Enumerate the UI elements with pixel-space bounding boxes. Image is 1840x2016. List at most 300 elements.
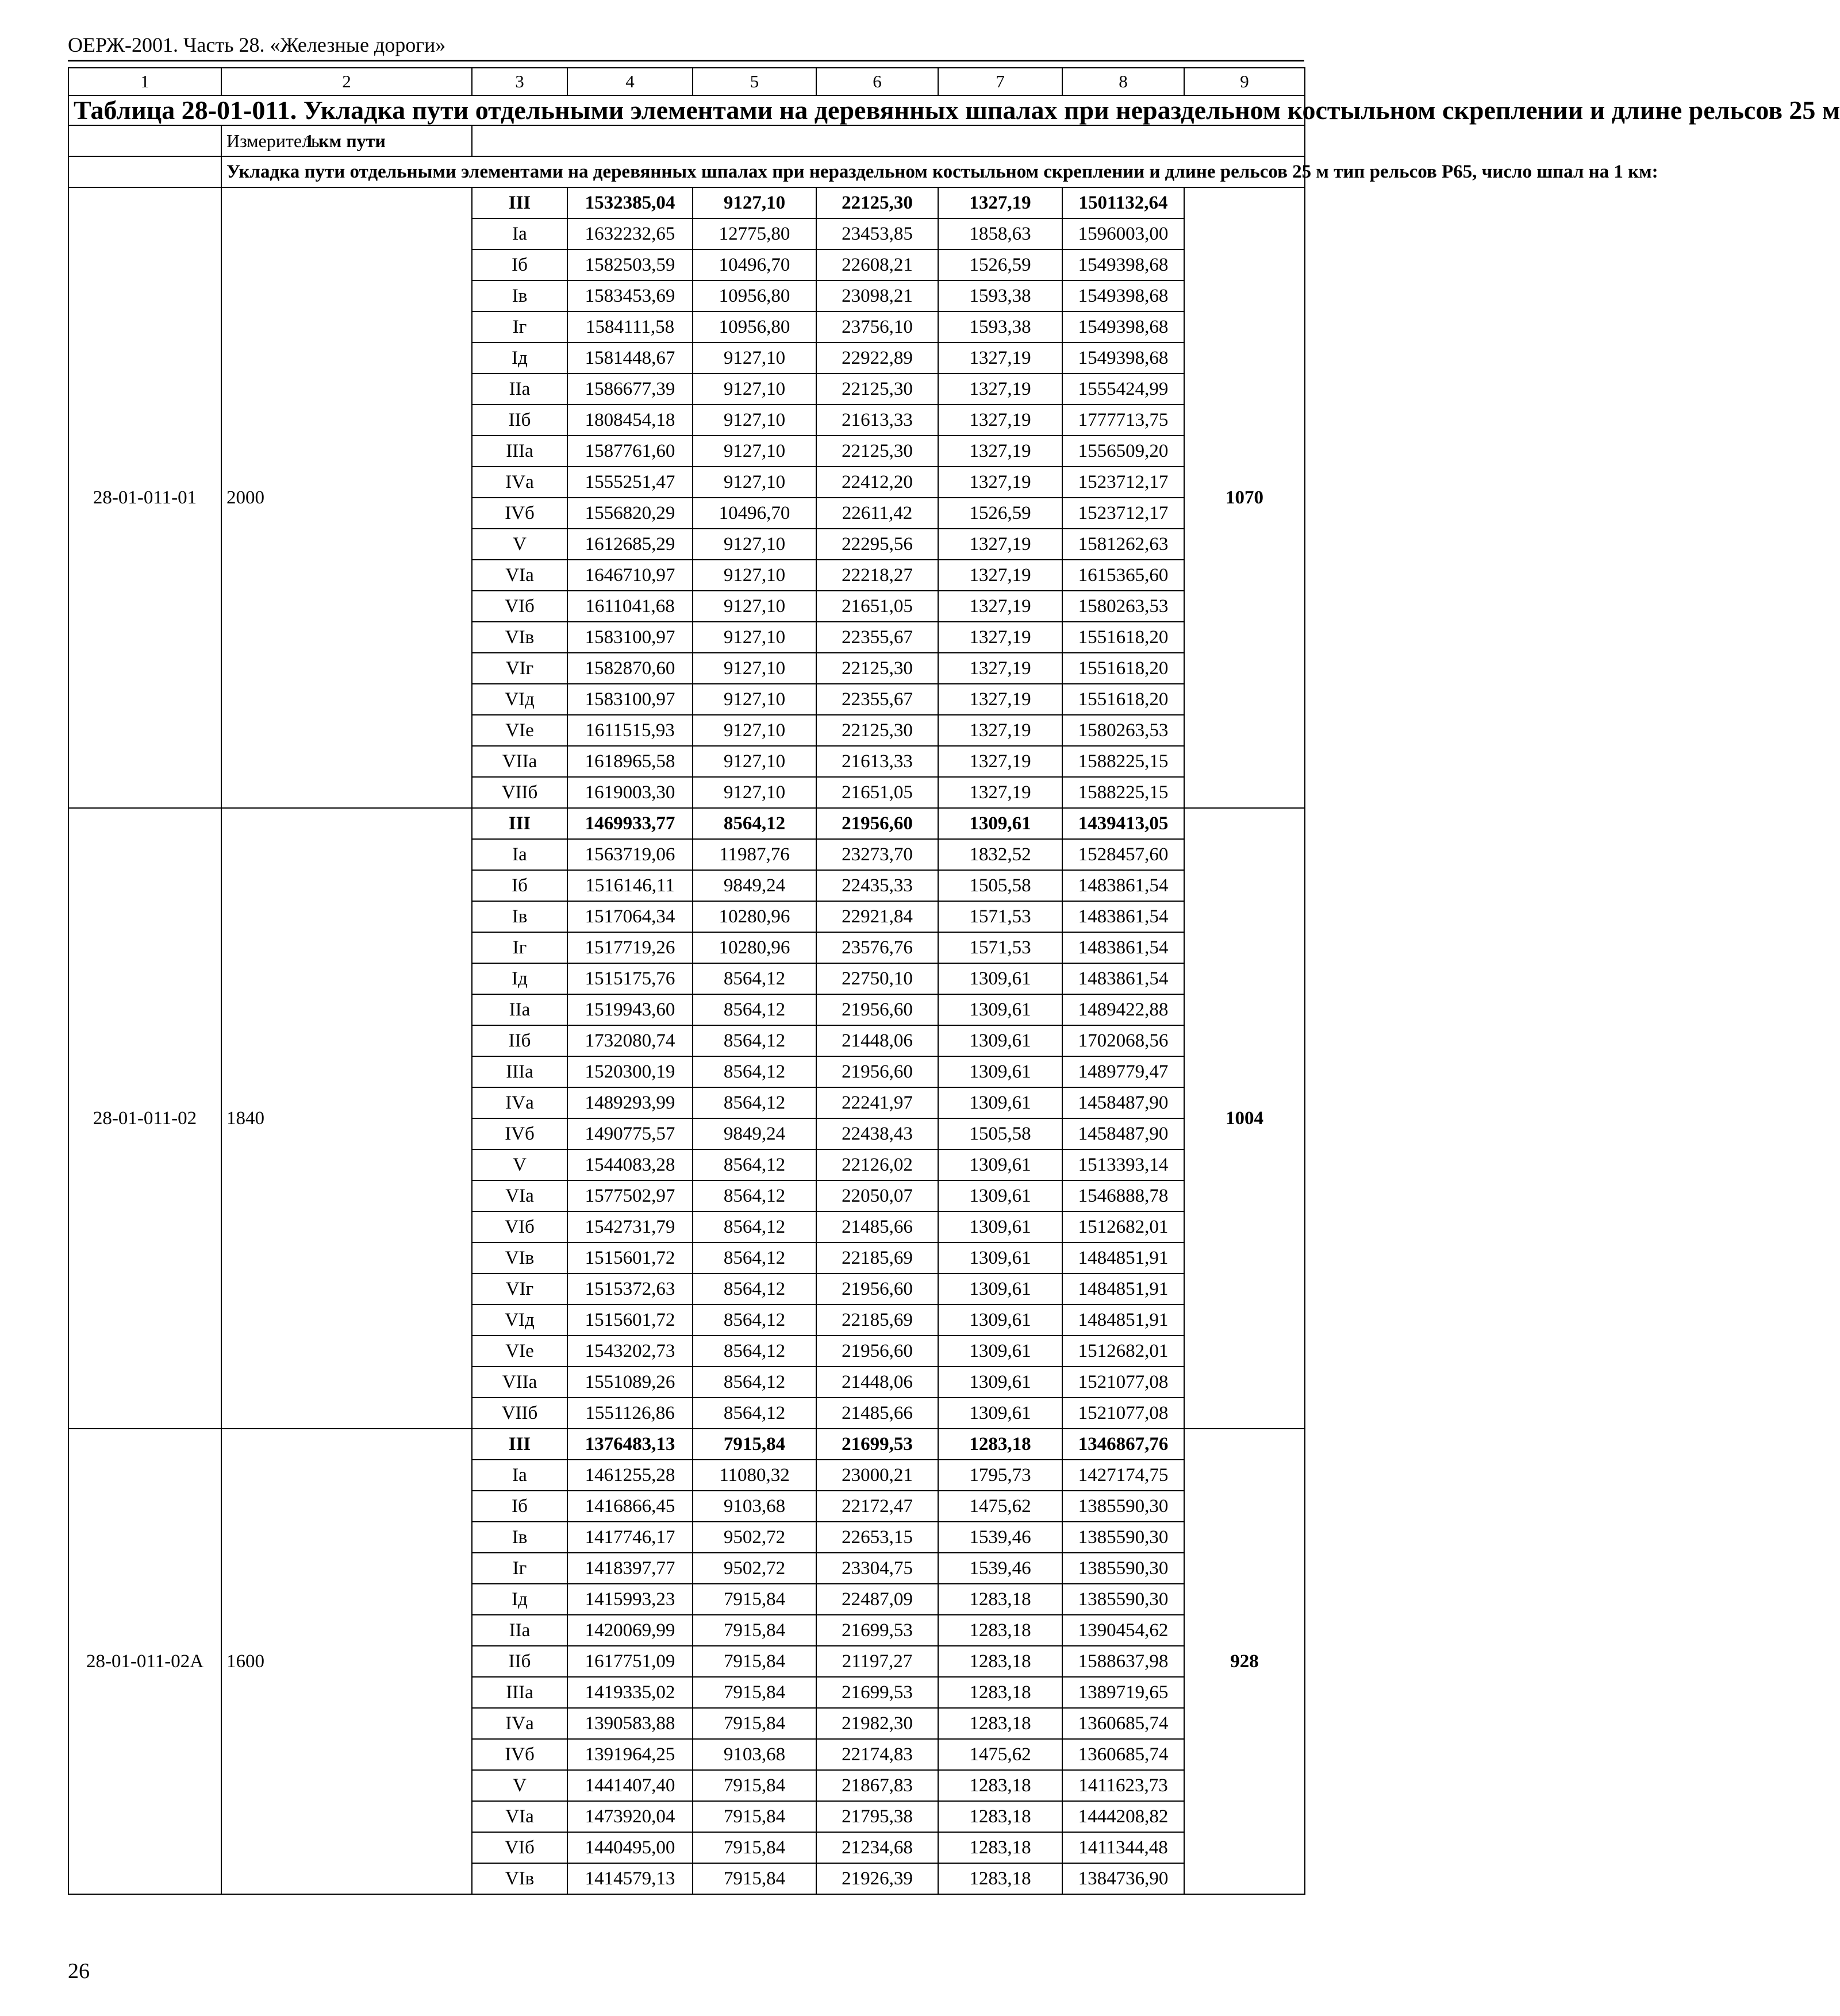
cost-cell: 1501132,64 — [1062, 187, 1184, 218]
cost-cell: 1571,53 — [938, 932, 1062, 963]
cost-cell: 1458487,90 — [1062, 1118, 1184, 1149]
column-number: 8 — [1062, 68, 1184, 95]
cost-cell: 22608,21 — [816, 249, 938, 280]
meter-label: Измеритель: — [221, 125, 472, 156]
cost-cell: 1582503,59 — [567, 249, 693, 280]
territory-class-cell: Iв — [472, 280, 567, 311]
cost-cell: 1619003,30 — [567, 777, 693, 808]
cost-cell: 1309,61 — [938, 1242, 1062, 1274]
cost-cell: 9127,10 — [693, 467, 816, 498]
cost-cell: 1596003,00 — [1062, 218, 1184, 249]
cost-cell: 10496,70 — [693, 249, 816, 280]
cost-cell: 1327,19 — [938, 777, 1062, 808]
cost-cell: 1490775,57 — [567, 1118, 693, 1149]
cost-cell: 9127,10 — [693, 746, 816, 777]
column-number-row — [68, 68, 1305, 95]
cost-cell: 1549398,68 — [1062, 343, 1184, 374]
cost-cell: 9127,10 — [693, 622, 816, 653]
cost-cell: 12775,80 — [693, 218, 816, 249]
cost-cell: 22921,84 — [816, 901, 938, 932]
column-number: 1 — [68, 68, 221, 95]
cost-cell: 1556509,20 — [1062, 436, 1184, 467]
cost-cell: 1327,19 — [938, 467, 1062, 498]
cost-cell: 1583453,69 — [567, 280, 693, 311]
cost-cell: 21956,60 — [816, 1056, 938, 1087]
cost-cell: 21982,30 — [816, 1708, 938, 1739]
cost-cell: 22295,56 — [816, 529, 938, 560]
cost-cell: 1327,19 — [938, 591, 1062, 622]
cost-cell: 1832,52 — [938, 839, 1062, 870]
cost-cell: 1580263,53 — [1062, 591, 1184, 622]
territory-class-cell: VIб — [472, 591, 567, 622]
cost-cell: 1309,61 — [938, 1056, 1062, 1087]
cost-cell: 8564,12 — [693, 1211, 816, 1242]
territory-class-cell: Iб — [472, 870, 567, 901]
cost-cell: 9127,10 — [693, 591, 816, 622]
cost-cell: 10956,80 — [693, 311, 816, 343]
cost-cell: 8564,12 — [693, 1180, 816, 1211]
cost-cell: 1283,18 — [938, 1770, 1062, 1801]
cost-cell: 7915,84 — [693, 1646, 816, 1677]
territory-class-cell: IIа — [472, 994, 567, 1025]
cost-cell: 1473920,04 — [567, 1801, 693, 1832]
cost-cell: 1513393,14 — [1062, 1149, 1184, 1180]
cost-cell: 1360685,74 — [1062, 1739, 1184, 1770]
cost-cell: 1489779,47 — [1062, 1056, 1184, 1087]
cost-cell: 1309,61 — [938, 1211, 1062, 1242]
cost-cell: 1515601,72 — [567, 1305, 693, 1336]
cost-cell: 22438,43 — [816, 1118, 938, 1149]
cost-cell: 1795,73 — [938, 1460, 1062, 1491]
cost-cell: 23000,21 — [816, 1460, 938, 1491]
cost-cell: 21699,53 — [816, 1677, 938, 1708]
cost-cell: 9127,10 — [693, 560, 816, 591]
cost-cell: 1327,19 — [938, 622, 1062, 653]
cost-cell: 1551618,20 — [1062, 653, 1184, 684]
column-number: 9 — [1184, 68, 1305, 95]
cost-cell: 10956,80 — [693, 280, 816, 311]
cost-cell: 23098,21 — [816, 280, 938, 311]
table-row — [68, 808, 1305, 839]
territory-class-cell: VIб — [472, 1832, 567, 1863]
territory-class-cell: VIа — [472, 560, 567, 591]
subheader-blank-cell — [68, 156, 221, 187]
cost-cell: 1489293,99 — [567, 1087, 693, 1118]
cost-cell: 1483861,54 — [1062, 870, 1184, 901]
cost-cell: 9127,10 — [693, 777, 816, 808]
cost-cell: 7915,84 — [693, 1832, 816, 1863]
cost-cell: 22218,27 — [816, 560, 938, 591]
cost-cell: 7915,84 — [693, 1801, 816, 1832]
rate-parameter: 2000 — [221, 187, 472, 808]
cost-cell: 1571,53 — [938, 901, 1062, 932]
cost-cell: 10496,70 — [693, 498, 816, 529]
cost-cell: 1581448,67 — [567, 343, 693, 374]
cost-cell: 1309,61 — [938, 1398, 1062, 1429]
cost-cell: 21485,66 — [816, 1398, 938, 1429]
cost-cell: 1419335,02 — [567, 1677, 693, 1708]
cost-cell: 1458487,90 — [1062, 1087, 1184, 1118]
territory-class-cell: VIIб — [472, 777, 567, 808]
territory-class-cell: IVб — [472, 1118, 567, 1149]
cost-cell: 23576,76 — [816, 932, 938, 963]
cost-cell: 1521077,08 — [1062, 1367, 1184, 1398]
cost-cell: 1532385,04 — [567, 187, 693, 218]
cost-cell: 1411623,73 — [1062, 1770, 1184, 1801]
territory-class-cell: Iв — [472, 1522, 567, 1553]
cost-cell: 1808454,18 — [567, 405, 693, 436]
territory-class-cell: Iа — [472, 218, 567, 249]
cost-cell: 7915,84 — [693, 1584, 816, 1615]
running-head: ОЕРЖ-2001. Часть 28. «Железные дороги» — [68, 33, 446, 56]
cost-cell: 1528457,60 — [1062, 839, 1184, 870]
cost-cell: 1521077,08 — [1062, 1398, 1184, 1429]
sleepers-count: 1070 — [1184, 187, 1305, 808]
column-number: 2 — [221, 68, 472, 95]
territory-class-cell: IIб — [472, 405, 567, 436]
cost-cell: 1327,19 — [938, 343, 1062, 374]
cost-cell: 22611,42 — [816, 498, 938, 529]
territory-class-cell: IIIа — [472, 1056, 567, 1087]
territory-class-cell: IIб — [472, 1646, 567, 1677]
cost-cell: 1539,46 — [938, 1553, 1062, 1584]
territory-class-cell: IIа — [472, 1615, 567, 1646]
cost-cell: 1385590,30 — [1062, 1584, 1184, 1615]
cost-cell: 8564,12 — [693, 1398, 816, 1429]
cost-cell: 1475,62 — [938, 1491, 1062, 1522]
page-number: 26 — [68, 1959, 90, 1983]
cost-cell: 1439413,05 — [1062, 808, 1184, 839]
cost-cell: 22412,20 — [816, 467, 938, 498]
territory-class-cell: VIе — [472, 1336, 567, 1367]
territory-class-cell: Iб — [472, 249, 567, 280]
cost-cell: 1489422,88 — [1062, 994, 1184, 1025]
cost-cell: 8564,12 — [693, 1242, 816, 1274]
column-number: 6 — [816, 68, 938, 95]
cost-cell: 1584111,58 — [567, 311, 693, 343]
cost-cell: 21795,38 — [816, 1801, 938, 1832]
cost-cell: 22125,30 — [816, 187, 938, 218]
cost-cell: 1515175,76 — [567, 963, 693, 994]
cost-cell: 21613,33 — [816, 405, 938, 436]
cost-cell: 1551089,26 — [567, 1367, 693, 1398]
cost-cell: 21448,06 — [816, 1367, 938, 1398]
territory-class-cell: Iа — [472, 1460, 567, 1491]
cost-cell: 1309,61 — [938, 1367, 1062, 1398]
cost-cell: 1515601,72 — [567, 1242, 693, 1274]
territory-class-cell: VIв — [472, 1242, 567, 1274]
cost-cell: 22125,30 — [816, 436, 938, 467]
cost-cell: 1520300,19 — [567, 1056, 693, 1087]
cost-cell: 22172,47 — [816, 1491, 938, 1522]
cost-cell: 9127,10 — [693, 436, 816, 467]
cost-cell: 21956,60 — [816, 994, 938, 1025]
cost-cell: 1415993,23 — [567, 1584, 693, 1615]
cost-cell: 21699,53 — [816, 1615, 938, 1646]
cost-cell: 1309,61 — [938, 1149, 1062, 1180]
cost-cell: 1283,18 — [938, 1646, 1062, 1677]
cost-cell: 1586677,39 — [567, 374, 693, 405]
cost-cell: 1376483,13 — [567, 1429, 693, 1460]
territory-class-cell: Iб — [472, 1491, 567, 1522]
cost-cell: 1327,19 — [938, 187, 1062, 218]
territory-class-cell: VIг — [472, 653, 567, 684]
cost-cell: 1542731,79 — [567, 1211, 693, 1242]
territory-class-cell: III — [472, 808, 567, 839]
cost-cell: 1526,59 — [938, 498, 1062, 529]
cost-cell: 22750,10 — [816, 963, 938, 994]
cost-cell: 1617751,09 — [567, 1646, 693, 1677]
cost-cell: 1309,61 — [938, 963, 1062, 994]
cost-cell: 9502,72 — [693, 1553, 816, 1584]
cost-cell: 1615365,60 — [1062, 560, 1184, 591]
cost-cell: 1390454,62 — [1062, 1615, 1184, 1646]
cost-cell: 9127,10 — [693, 684, 816, 715]
cost-cell: 1519943,60 — [567, 994, 693, 1025]
cost-cell: 22355,67 — [816, 622, 938, 653]
cost-cell: 1309,61 — [938, 1087, 1062, 1118]
sleepers-count: 1004 — [1184, 808, 1305, 1429]
cost-cell: 22355,67 — [816, 684, 938, 715]
cost-cell: 1593,38 — [938, 311, 1062, 343]
cost-cell: 1543202,73 — [567, 1336, 693, 1367]
cost-cell: 1555251,47 — [567, 467, 693, 498]
cost-cell: 1390583,88 — [567, 1708, 693, 1739]
cost-cell: 1441407,40 — [567, 1770, 693, 1801]
cost-cell: 8564,12 — [693, 1336, 816, 1367]
cost-cell: 1384736,90 — [1062, 1863, 1184, 1894]
territory-class-cell: IVб — [472, 1739, 567, 1770]
cost-cell: 8564,12 — [693, 1149, 816, 1180]
territory-class-cell: VIд — [472, 1305, 567, 1336]
column-number: 5 — [693, 68, 816, 95]
cost-cell: 1702068,56 — [1062, 1025, 1184, 1056]
cost-cell: 1588225,15 — [1062, 746, 1184, 777]
cost-cell: 21956,60 — [816, 808, 938, 839]
cost-cell: 22126,02 — [816, 1149, 938, 1180]
territory-class-cell: IVа — [472, 1708, 567, 1739]
cost-cell: 1523712,17 — [1062, 467, 1184, 498]
cost-cell: 1523712,17 — [1062, 498, 1184, 529]
cost-cell: 21956,60 — [816, 1274, 938, 1305]
cost-cell: 8564,12 — [693, 1274, 816, 1305]
cost-cell: 1309,61 — [938, 1274, 1062, 1305]
cost-cell: 1420069,99 — [567, 1615, 693, 1646]
territory-class-cell: Iд — [472, 963, 567, 994]
meter-unit-value: 1 км пути — [305, 130, 386, 151]
cost-cell: 8564,12 — [693, 1087, 816, 1118]
territory-class-cell: Iд — [472, 343, 567, 374]
territory-class-cell: VIв — [472, 1863, 567, 1894]
territory-class-cell: Iд — [472, 1584, 567, 1615]
cost-cell: 23273,70 — [816, 839, 938, 870]
cost-cell: 1327,19 — [938, 405, 1062, 436]
territory-class-cell: IIб — [472, 1025, 567, 1056]
cost-cell: 22125,30 — [816, 715, 938, 746]
rate-code: 28-01-011-02А — [68, 1429, 221, 1894]
cost-cell: 8564,12 — [693, 1305, 816, 1336]
cost-cell: 1469933,77 — [567, 808, 693, 839]
cost-cell: 1391964,25 — [567, 1739, 693, 1770]
cost-cell: 1556820,29 — [567, 498, 693, 529]
cost-cell: 22050,07 — [816, 1180, 938, 1211]
cost-cell: 9103,68 — [693, 1739, 816, 1770]
table-row — [68, 1429, 1305, 1460]
cost-cell: 1411344,48 — [1062, 1832, 1184, 1863]
territory-class-cell: III — [472, 1429, 567, 1460]
territory-class-cell: VIв — [472, 622, 567, 653]
rate-parameter: 1840 — [221, 808, 472, 1429]
territory-class-cell: IIIа — [472, 1677, 567, 1708]
cost-cell: 1549398,68 — [1062, 249, 1184, 280]
cost-cell: 1581262,63 — [1062, 529, 1184, 560]
cost-cell: 1283,18 — [938, 1708, 1062, 1739]
cost-cell: 22174,83 — [816, 1739, 938, 1770]
cost-cell: 21234,68 — [816, 1832, 938, 1863]
column-number: 4 — [567, 68, 693, 95]
cost-cell: 9849,24 — [693, 1118, 816, 1149]
cost-cell: 22185,69 — [816, 1242, 938, 1274]
cost-cell: 1309,61 — [938, 994, 1062, 1025]
cost-cell: 11080,32 — [693, 1460, 816, 1491]
cost-cell: 1309,61 — [938, 808, 1062, 839]
cost-cell: 22185,69 — [816, 1305, 938, 1336]
cost-cell: 1515372,63 — [567, 1274, 693, 1305]
cost-cell: 1505,58 — [938, 1118, 1062, 1149]
header-rule — [68, 60, 1304, 61]
cost-cell: 7915,84 — [693, 1708, 816, 1739]
cost-cell: 1385590,30 — [1062, 1553, 1184, 1584]
rate-code: 28-01-011-01 — [68, 187, 221, 808]
cost-cell: 22435,33 — [816, 870, 938, 901]
table-body — [68, 68, 1840, 1894]
cost-cell: 9127,10 — [693, 653, 816, 684]
cost-cell: 1526,59 — [938, 249, 1062, 280]
cost-cell: 7915,84 — [693, 1677, 816, 1708]
cost-cell: 23453,85 — [816, 218, 938, 249]
cost-cell: 23756,10 — [816, 311, 938, 343]
table-title: Таблица 28-01-011. Укладка пути отдельными элементами на деревянных шпалах при нераздельном костыльном скреплении и длине рельсов 25 м — [68, 95, 1305, 125]
cost-cell: 1551618,20 — [1062, 684, 1184, 715]
cost-cell: 1587761,60 — [567, 436, 693, 467]
cost-cell: 1327,19 — [938, 529, 1062, 560]
cost-cell: 1283,18 — [938, 1677, 1062, 1708]
cost-cell: 21485,66 — [816, 1211, 938, 1242]
cost-cell: 1327,19 — [938, 715, 1062, 746]
cost-cell: 1512682,01 — [1062, 1336, 1184, 1367]
territory-class-cell: VIг — [472, 1274, 567, 1305]
cost-cell: 7915,84 — [693, 1770, 816, 1801]
cost-cell: 9502,72 — [693, 1522, 816, 1553]
column-number: 3 — [472, 68, 567, 95]
cost-cell: 22125,30 — [816, 653, 938, 684]
territory-class-cell: Iг — [472, 311, 567, 343]
cost-cell: 1588637,98 — [1062, 1646, 1184, 1677]
cost-cell: 1483861,54 — [1062, 901, 1184, 932]
cost-cell: 1484851,91 — [1062, 1242, 1184, 1274]
cost-cell: 11987,76 — [693, 839, 816, 870]
territory-class-cell: III — [472, 187, 567, 218]
sleepers-count: 928 — [1184, 1429, 1305, 1894]
cost-cell: 1517064,34 — [567, 901, 693, 932]
cost-cell: 1582870,60 — [567, 653, 693, 684]
meter-blank-cell — [68, 125, 221, 156]
rate-parameter: 1600 — [221, 1429, 472, 1894]
cost-cell: 1414579,13 — [567, 1863, 693, 1894]
territory-class-cell: VIа — [472, 1180, 567, 1211]
cost-cell: 1732080,74 — [567, 1025, 693, 1056]
cost-cell: 1484851,91 — [1062, 1305, 1184, 1336]
cost-cell: 9127,10 — [693, 187, 816, 218]
cost-cell: 1612685,29 — [567, 529, 693, 560]
cost-cell: 1555424,99 — [1062, 374, 1184, 405]
cost-cell: 21448,06 — [816, 1025, 938, 1056]
cost-cell: 1588225,15 — [1062, 777, 1184, 808]
cost-cell: 21651,05 — [816, 591, 938, 622]
cost-cell: 22653,15 — [816, 1522, 938, 1553]
cost-cell: 23304,75 — [816, 1553, 938, 1584]
cost-cell: 8564,12 — [693, 1056, 816, 1087]
cost-cell: 21613,33 — [816, 746, 938, 777]
cost-cell: 1611041,68 — [567, 591, 693, 622]
meter-row — [68, 125, 1305, 156]
column-number: 7 — [938, 68, 1062, 95]
cost-cell: 21867,83 — [816, 1770, 938, 1801]
cost-cell: 1389719,65 — [1062, 1677, 1184, 1708]
cost-cell: 1327,19 — [938, 374, 1062, 405]
territory-class-cell: Iг — [472, 1553, 567, 1584]
cost-cell: 1646710,97 — [567, 560, 693, 591]
cost-cell: 1418397,77 — [567, 1553, 693, 1584]
cost-cell: 1483861,54 — [1062, 932, 1184, 963]
territory-class-cell: V — [472, 529, 567, 560]
cost-cell: 21956,60 — [816, 1336, 938, 1367]
cost-cell: 1563719,06 — [567, 839, 693, 870]
territory-class-cell: IVа — [472, 1087, 567, 1118]
title-row — [68, 95, 1305, 125]
cost-cell: 1777713,75 — [1062, 405, 1184, 436]
territory-class-cell: VIе — [472, 715, 567, 746]
territory-class-cell: IIIа — [472, 436, 567, 467]
cost-cell: 1539,46 — [938, 1522, 1062, 1553]
subheader-row — [68, 156, 1305, 187]
cost-cell: 1327,19 — [938, 653, 1062, 684]
cost-cell: 1309,61 — [938, 1305, 1062, 1336]
cost-cell: 1385590,30 — [1062, 1522, 1184, 1553]
cost-cell: 1583100,97 — [567, 622, 693, 653]
cost-cell: 1360685,74 — [1062, 1708, 1184, 1739]
cost-cell: 1283,18 — [938, 1615, 1062, 1646]
table-row — [68, 187, 1305, 218]
cost-cell: 7915,84 — [693, 1863, 816, 1894]
cost-cell: 1346867,76 — [1062, 1429, 1184, 1460]
cost-cell: 1327,19 — [938, 746, 1062, 777]
cost-cell: 21699,53 — [816, 1429, 938, 1460]
cost-cell: 9127,10 — [693, 715, 816, 746]
cost-cell: 1593,38 — [938, 280, 1062, 311]
cost-cell: 1440495,00 — [567, 1832, 693, 1863]
cost-cell: 8564,12 — [693, 994, 816, 1025]
cost-cell: 9103,68 — [693, 1491, 816, 1522]
cost-cell: 1327,19 — [938, 560, 1062, 591]
cost-cell: 1327,19 — [938, 436, 1062, 467]
cost-cell: 1632232,65 — [567, 218, 693, 249]
territory-class-cell: VIIа — [472, 1367, 567, 1398]
cost-cell: 1283,18 — [938, 1863, 1062, 1894]
cost-cell: 7915,84 — [693, 1615, 816, 1646]
cost-cell: 1580263,53 — [1062, 715, 1184, 746]
cost-cell: 1544083,28 — [567, 1149, 693, 1180]
